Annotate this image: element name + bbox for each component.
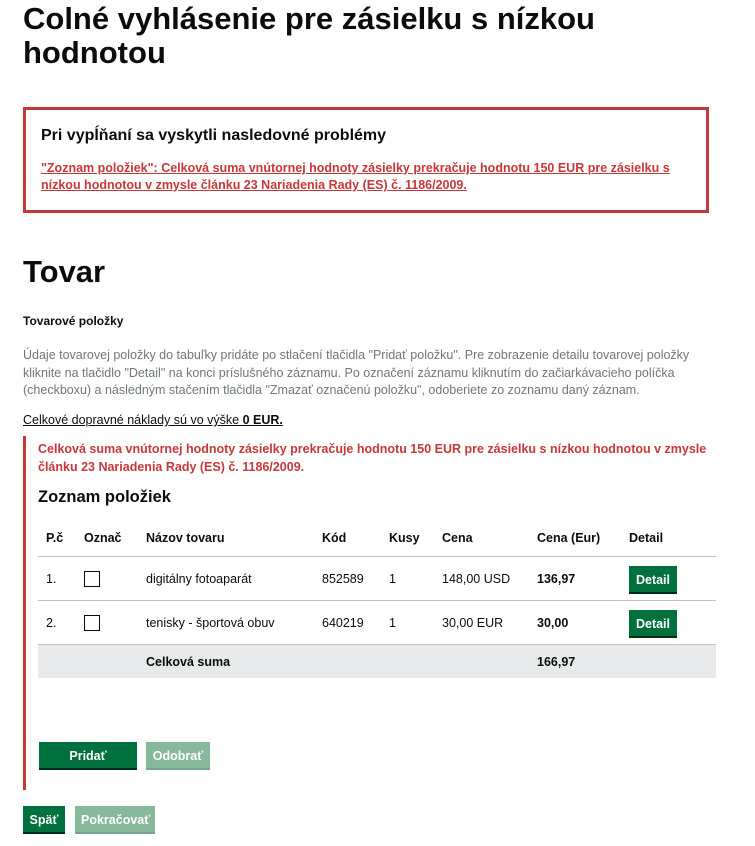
items-error-group [23, 436, 726, 790]
row-name: tenisky - športová obuv [138, 601, 314, 645]
row-price: 30,00 EUR [434, 601, 529, 645]
remove-item-button[interactable]: Odobrať [146, 742, 210, 768]
column-header-index: P.č [38, 520, 76, 557]
column-header-detail: Detail [621, 520, 716, 557]
hint-text: Údaje tovarovej položky do tabuľky pridáte po stlačení tlačidla "Pridať položku". Pre zobrazenie detailu tovarovej položky kliknite na tlačidlo "Detail" na konci príslušného záznamu. Po označení záznamu kliknutím do začiarkávacieho políčka (checkboxu) a následným stačením tlačidla "Zmazať označenú položku", odoberiete zo zoznamu daný záznam. [23, 348, 690, 397]
error-summary [23, 107, 709, 213]
error-summary-title: Pri vypĺňaní sa vyskytli nasledovné problémy [41, 127, 387, 144]
column-header-code: Kód [314, 520, 381, 557]
add-item-button[interactable]: Pridať položku [39, 742, 137, 768]
error-summary-link[interactable]: "Zoznam položiek": Celková suma vnútornej hodnoty zásielky prekračuje hodnotu 150 EUR pre zásielku s nízkou hodnotou v zmysle článku 23 Nariadenia Rady (ES) č. 1186/2009. [41, 161, 670, 192]
items-error-message: Celková suma vnútornej hodnoty zásielky prekračuje hodnotu 150 EUR pre zásielku s nízkou hodnotou v zmysle článku 23 Nariadenia Rady (ES) č. 1186/2009. [38, 442, 707, 474]
column-header-price: Cena [434, 520, 529, 557]
row-index: 2. [38, 601, 76, 645]
shipping-costs-note [23, 412, 283, 428]
row-detail-cell [621, 557, 716, 601]
shipping-costs-label: Celkové dopravné náklady sú vo výške [23, 413, 243, 427]
row-code: 640219 [314, 601, 381, 645]
row-code: 852589 [314, 557, 381, 601]
items-table [38, 520, 716, 678]
table-row [38, 601, 716, 645]
row-price-eur: 30,00 [529, 601, 621, 645]
items-list-title: Zoznam položiek [38, 488, 171, 506]
back-button[interactable]: Späť [23, 806, 65, 832]
total-value: 166,97 [529, 645, 621, 679]
row-checkbox[interactable] [84, 571, 100, 587]
total-row [38, 645, 716, 679]
row-mark-cell [76, 601, 138, 645]
column-header-qty: Kusy [381, 520, 434, 557]
section-title: Tovar [23, 254, 106, 289]
row-price: 148,00 USD [434, 557, 529, 601]
column-header-price-eur: Cena (Eur) [529, 520, 621, 557]
detail-button[interactable]: Detail [629, 610, 677, 636]
detail-button[interactable]: Detail [629, 566, 677, 592]
row-qty: 1 [381, 601, 434, 645]
column-header-mark: Označ [76, 520, 138, 557]
row-name: digitálny fotoaparát [138, 557, 314, 601]
row-price-eur: 136,97 [529, 557, 621, 601]
total-label: Celková suma [138, 645, 314, 679]
row-mark-cell [76, 557, 138, 601]
row-checkbox[interactable] [84, 615, 100, 631]
table-header-row [38, 520, 716, 557]
page-title: Colné vyhlásenie pre zásielku s nízkou hodnotou [23, 1, 595, 70]
row-detail-cell [621, 601, 716, 645]
row-qty: 1 [381, 557, 434, 601]
column-header-name: Názov tovaru [138, 520, 314, 557]
continue-button[interactable]: Pokračovať [75, 806, 155, 832]
row-index: 1. [38, 557, 76, 601]
subsection-title: Tovarové položky [23, 314, 124, 328]
shipping-costs-value: 0 EUR. [242, 413, 283, 427]
table-row [38, 557, 716, 601]
